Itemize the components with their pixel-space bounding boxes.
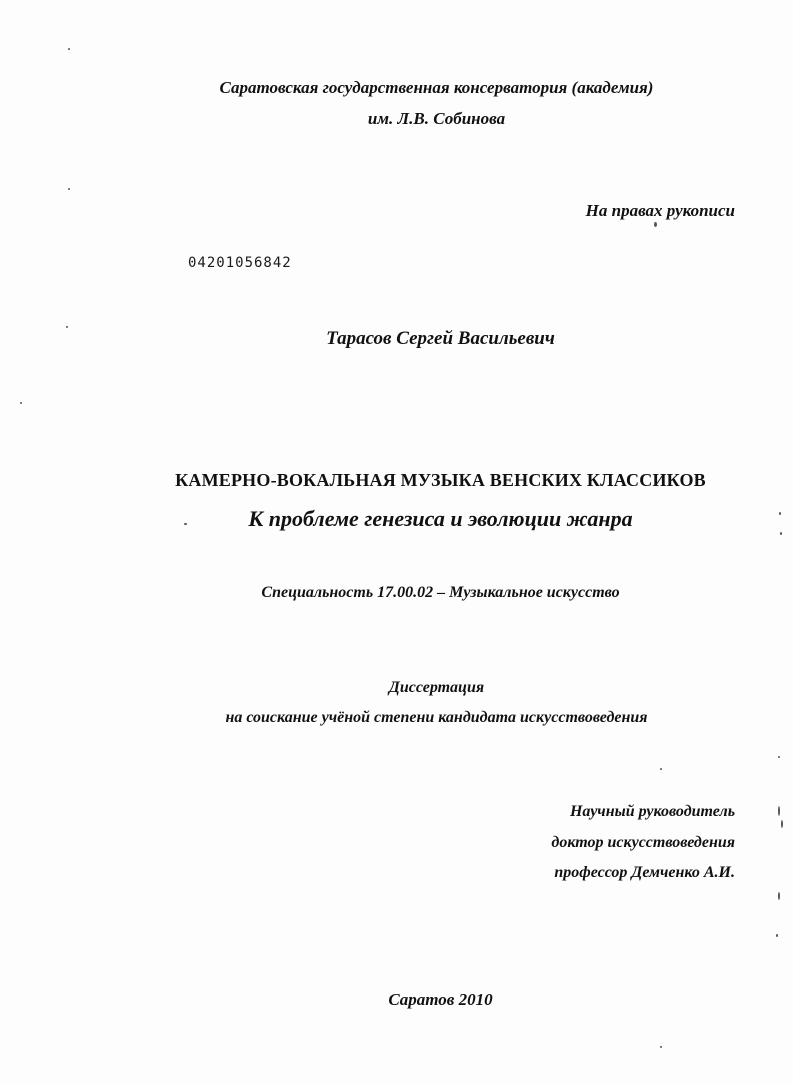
scan-speck bbox=[654, 222, 657, 227]
city-year: Саратов 2010 bbox=[388, 990, 493, 1009]
institution-honorific: им. Л.В. Собинова bbox=[367, 109, 506, 128]
scan-speck bbox=[184, 523, 187, 525]
scan-speck bbox=[776, 934, 778, 937]
degree-sought: на соискание учёной степени кандидата искусствоведения bbox=[225, 709, 648, 726]
specialty-line: Специальность 17.00.02 – Музыкальное искусство bbox=[261, 584, 620, 601]
scan-speck bbox=[66, 326, 68, 328]
supervisor-degree: доктор искусствоведения bbox=[551, 834, 735, 851]
scan-speck bbox=[778, 892, 780, 900]
scan-speck bbox=[20, 402, 22, 404]
scan-speck bbox=[778, 756, 780, 758]
scan-speck bbox=[660, 768, 662, 770]
scan-speck bbox=[778, 806, 780, 816]
scan-speck bbox=[781, 820, 783, 828]
author-name: Тарасов Сергей Васильевич bbox=[326, 328, 555, 349]
dissertation-title: КАМЕРНО-ВОКАЛЬНАЯ МУЗЫКА ВЕНСКИХ КЛАССИКОВ bbox=[175, 470, 706, 490]
institution-name: Саратовская государственная консерватория (академия) bbox=[219, 78, 654, 97]
work-type: Диссертация bbox=[388, 679, 485, 696]
scan-speck bbox=[779, 512, 781, 515]
scan-speck bbox=[660, 1046, 662, 1048]
supervisor-name: профессор Демченко А.И. bbox=[554, 864, 735, 881]
scan-speck bbox=[68, 188, 70, 190]
dissertation-subtitle: К проблеме генезиса и эволюции жанра bbox=[248, 506, 633, 531]
registry-code: 04201056842 bbox=[188, 255, 292, 271]
supervisor-role: Научный руководитель bbox=[569, 803, 735, 820]
scan-speck bbox=[68, 48, 70, 50]
manuscript-rights-note: На правах рукописи bbox=[585, 201, 735, 220]
scan-speck bbox=[780, 532, 782, 535]
